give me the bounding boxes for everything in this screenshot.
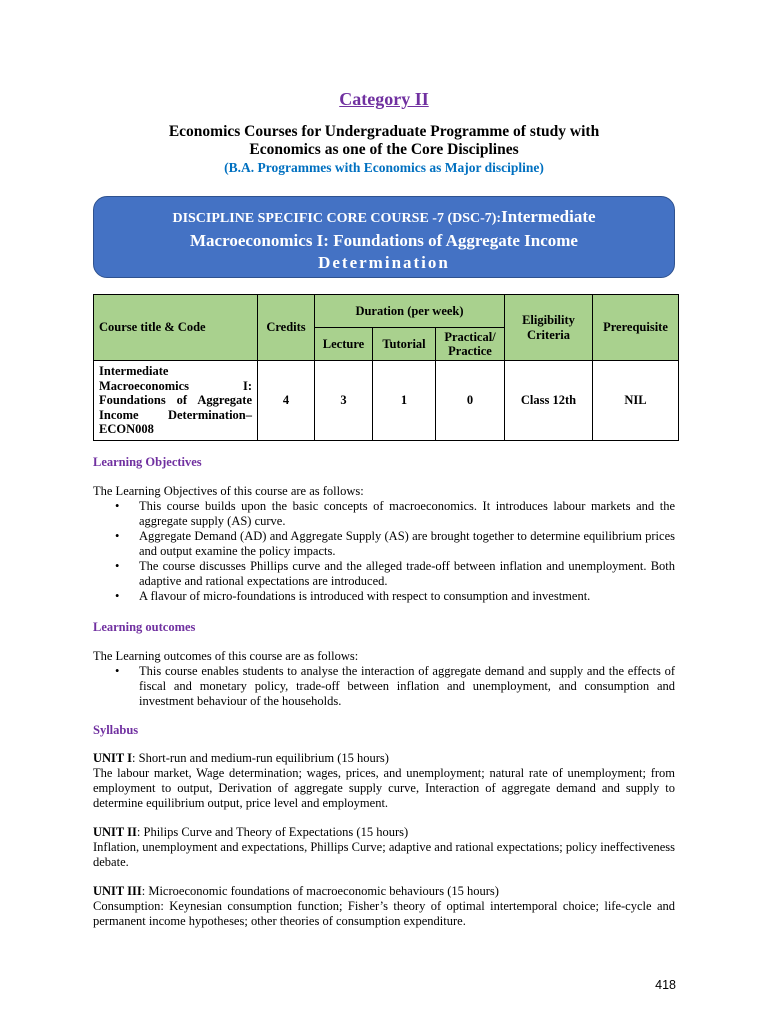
page-subheading: (B.A. Programmes with Economics as Major discipline) <box>224 160 544 175</box>
unit-1 <box>93 751 675 811</box>
header-tutorial: Tutorial <box>373 328 436 361</box>
unit-3-label: UNIT III <box>93 884 142 898</box>
unit-1-heading <box>93 751 675 766</box>
bullet-icon: • <box>115 664 120 678</box>
bullet-icon: • <box>115 529 120 543</box>
list-item: • The course discusses Phillips curve and the alleged trade-off between inflation and unemployment. Both adaptive and rational expectations are introduced. <box>115 559 675 588</box>
unit-2 <box>93 825 675 870</box>
header-duration: Duration (per week) <box>315 295 505 328</box>
heading-line-2: Economics as one of the Core Disciplines <box>249 141 519 158</box>
dsc-title-part1: Intermediate <box>501 207 596 226</box>
bullet-icon: • <box>115 499 120 513</box>
cell-tutorial: 1 <box>373 361 436 441</box>
header-prerequisite: Prerequisite <box>593 295 679 361</box>
unit-1-body: The labour market, Wage determination; wages, prices, and unemployment; natural rate of unemployment; from employment to output, Derivation of aggregate supply curve, Interaction of aggregate demand and supply to determine equilibrium output, price level and employment. <box>93 766 675 810</box>
header-lecture: Lecture <box>315 328 373 361</box>
category-title: Category II <box>339 89 429 109</box>
list-item: • This course enables students to analyse the interaction of aggregate demand and supply and the effects of fiscal and monetary policy, trade-off between inflation and unemployment, and consumption and investment behaviour of the households. <box>115 664 675 708</box>
heading-line-1: Economics Courses for Undergraduate Programme of study with <box>168 123 600 140</box>
dsc-line-2: Macroeconomics I: Foundations of Aggregate Income <box>190 231 578 250</box>
cell-eligibility: Class 12th <box>505 361 593 441</box>
cell-lecture: 3 <box>315 361 373 441</box>
dsc-prefix: DISCIPLINE SPECIFIC CORE COURSE -7 (DSC-7): <box>172 211 502 226</box>
unit-2-body: Inflation, unemployment and expectations, Phillips Curve; adaptive and rational expectations; policy ineffectiveness debate. <box>93 840 675 869</box>
learning-objectives-title: Learning Objectives <box>93 455 202 469</box>
cell-course-title: Intermediate Macroeconomics I: Foundations of Aggregate Income Determination– ECON008 <box>94 361 258 441</box>
unit-1-label: UNIT I <box>93 751 133 765</box>
dsc-line-1 <box>94 206 674 230</box>
unit-1-title: : Short-run and medium-run equilibrium (15 hours) <box>132 751 389 765</box>
table-row <box>94 361 679 441</box>
learning-outcomes-intro: The Learning outcomes of this course are as follows: <box>93 649 359 663</box>
unit-2-label: UNIT II <box>93 825 137 839</box>
header-course-title: Course title & Code <box>94 295 258 361</box>
cell-practical: 0 <box>436 361 505 441</box>
header-eligibility: Eligibility Criteria <box>505 295 593 361</box>
syllabus-title: Syllabus <box>93 723 139 737</box>
header-credits: Credits <box>258 295 315 361</box>
unit-3-heading <box>93 884 675 899</box>
dsc-banner <box>93 196 675 278</box>
page-heading <box>0 123 768 159</box>
list-item: • A flavour of micro-foundations is introduced with respect to consumption and investment. <box>115 589 591 603</box>
bullet-icon: • <box>115 589 120 603</box>
learning-outcomes-title: Learning outcomes <box>93 620 196 634</box>
unit-2-title: : Philips Curve and Theory of Expectations (15 hours) <box>136 825 409 839</box>
unit-3-title: : Microeconomic foundations of macroeconomic behaviours (15 hours) <box>141 884 499 898</box>
course-table <box>93 294 679 441</box>
unit-3-body: Consumption: Keynesian consumption function; Fisher’s theory of optimal intertemporal choice; life-cycle and permanent income hypotheses; other theories of consumption expenditure. <box>93 899 675 928</box>
bullet-icon: • <box>115 559 120 573</box>
list-item: • Aggregate Demand (AD) and Aggregate Supply (AS) are brought together to determine equilibrium prices and output examine the policy impacts. <box>115 529 675 558</box>
learning-objectives-list <box>93 499 675 604</box>
page-number: 418 <box>655 978 676 992</box>
list-item: • This course builds upon the basic concepts of macroeconomics. It introduces labour markets and the aggregate supply (AS) curve. <box>115 499 675 528</box>
dsc-line-3: Determination <box>318 253 450 272</box>
cell-credits: 4 <box>258 361 315 441</box>
learning-outcomes-list <box>93 664 675 709</box>
header-practical: Practical/ Practice <box>436 328 505 361</box>
unit-2-heading <box>93 825 675 840</box>
cell-prerequisite: NIL <box>593 361 679 441</box>
unit-3 <box>93 884 675 929</box>
learning-objectives-intro: The Learning Objectives of this course are as follows: <box>93 484 364 498</box>
